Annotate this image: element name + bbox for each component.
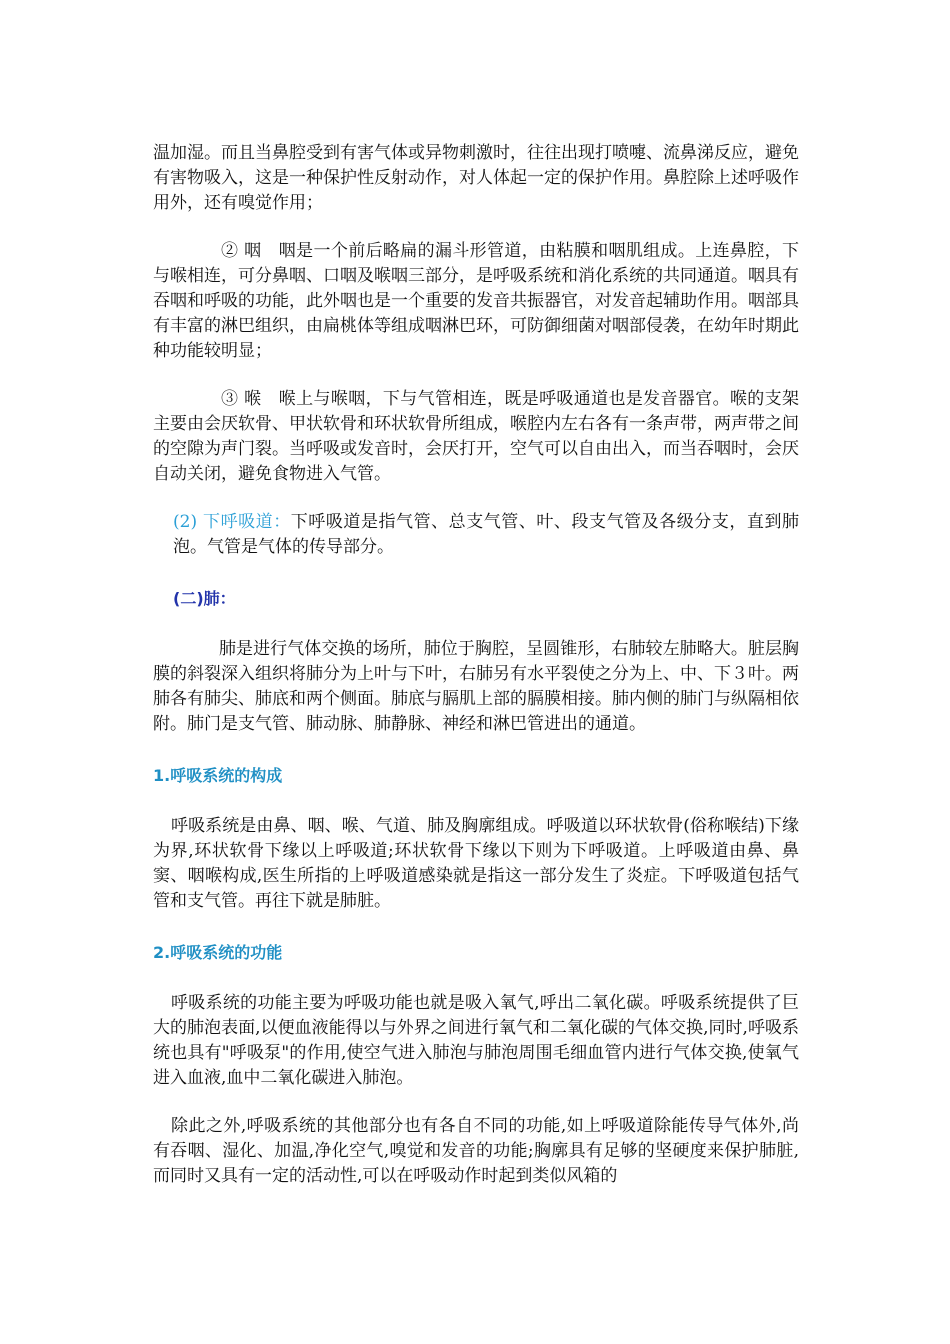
paragraph-other-functions: 除此之外,呼吸系统的其他部分也有各自不同的功能,如上呼吸道除能传导气体外,尚有吞咽、湿化、加温,净化空气,嗅觉和发音的功能;胸廓具有足够的坚硬度来保护肺脏,而同时又具有一定的活动性,可以在呼吸动作时起到类似风箱的: [153, 1116, 799, 1186]
document-body: [153, 141, 799, 1189]
paragraph-larynx: ③ 喉 喉上与喉咽，下与气管相连，既是呼吸通道也是发音器官。喉的支架主要由会厌软骨、甲状软骨和环状软骨所组成，喉腔内左右各有一条声带，两声带之间的空隙为声门裂。当呼吸或发音时，会厌打开，空气可以自由出入，而当吞咽时，会厌自动关闭，避免食物进入气管。: [153, 389, 799, 484]
paragraph-composition: 呼吸系统是由鼻、咽、喉、气道、肺及胸廓组成。呼吸道以环状软骨(俗称喉结)下缘为界,环状软骨下缘以上呼吸道;环状软骨下缘以下则为下呼吸道。上呼吸道由鼻、鼻窦、咽喉构成,医生所指的上呼吸道感染就是指这一部分发生了炎症。下呼吸道包括气管和支气管。再往下就是肺脏。: [153, 816, 799, 911]
paragraph-pharynx: ② 咽 咽是一个前后略扁的漏斗形管道，由粘膜和咽肌组成。上连鼻腔，下与喉相连，可分鼻咽、口咽及喉咽三部分，是呼吸系统和消化系统的共同通道。咽具有吞咽和呼吸的功能，此外咽也是一个重要的发音共振器官，对发音起辅助作用。咽部具有丰富的淋巴组织，由扁桃体等组成咽淋巴环，可防御细菌对咽部侵袭，在幼年时期此种功能较明显；: [153, 241, 799, 361]
lung-heading: (二)肺：: [173, 589, 236, 608]
lower-airway-label: (2) 下呼吸道：: [173, 512, 291, 532]
paragraph-lung: 肺是进行气体交换的场所，肺位于胸腔，呈圆锥形，右肺较左肺略大。脏层胸膜的斜裂深入组织将肺分为上叶与下叶，右肺另有水平裂使之分为上、中、下３叶。两肺各有肺尖、肺底和两个侧面。肺底与膈肌上部的膈膜相接。肺内侧的肺门与纵隔相依附。肺门是支气管、肺动脉、肺静脉、神经和淋巴管进出的通道。: [153, 639, 799, 734]
paragraph-function: 呼吸系统的功能主要为呼吸功能也就是吸入氧气,呼出二氧化碳。呼吸系统提供了巨大的肺泡表面,以便血液能得以与外界之间进行氧气和二氧化碳的气体交换,同时,呼吸系统也具有"呼吸泵"的作用,使空气进入肺泡与肺泡周围毛细血管内进行气体交换,使氧气进入血液,血中二氧化碳进入肺泡。: [153, 993, 799, 1088]
section-heading-composition: 1.呼吸系统的构成: [153, 766, 283, 785]
section-heading-function: 2.呼吸系统的功能: [153, 943, 283, 962]
paragraph-lower-airway: [153, 510, 799, 560]
paragraph-nose-function: 温加湿。而且当鼻腔受到有害气体或异物刺激时，往往出现打喷嚏、流鼻涕反应，避免有害物吸入，这是一种保护性反射动作，对人体起一定的保护作用。鼻腔除上述呼吸作用外，还有嗅觉作用；: [153, 143, 799, 213]
lower-airway-text: 下呼吸道是指气管、总支气管、叶、段支气管及各级分支，直到肺泡。气管是气体的传导部分。: [173, 512, 800, 557]
